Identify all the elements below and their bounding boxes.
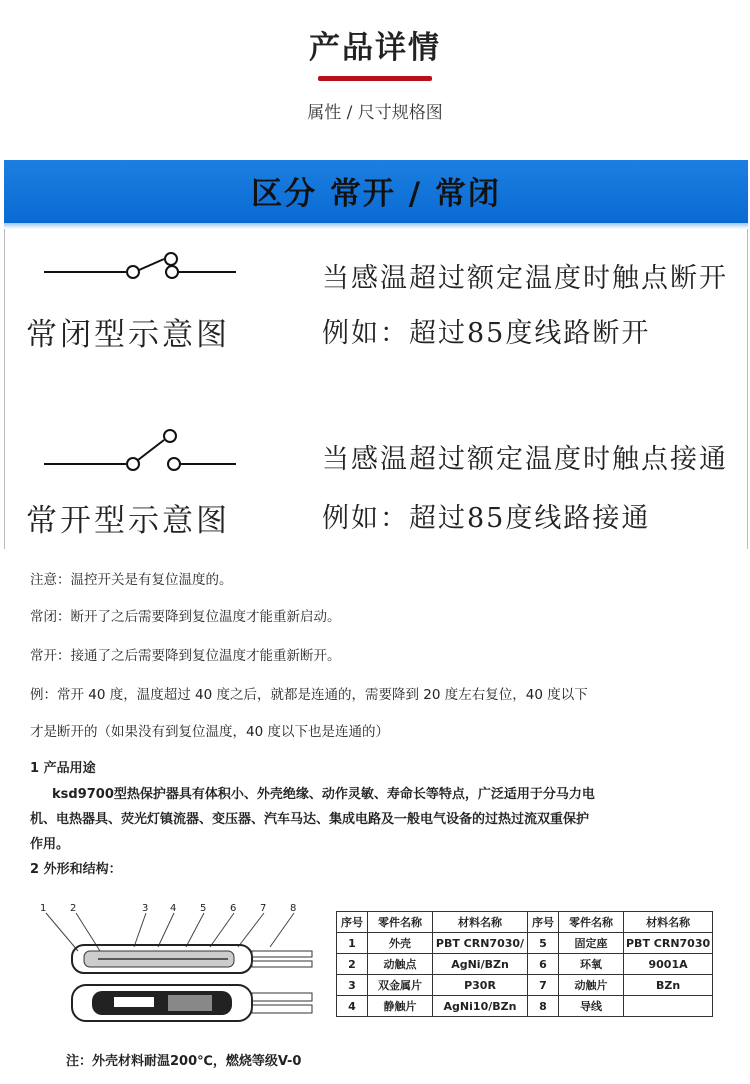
table-row [337, 933, 713, 954]
table-cell: 环氧 [559, 954, 624, 975]
note-line: 注意：温控开关是有复位温度的。 [30, 572, 233, 588]
normally-closed-label: 常闭型示意图 [26, 317, 230, 353]
note-line: 才是断开的（如果没有到复位温度，40 度以下也是连通的） [30, 724, 389, 740]
table-cell: 4 [337, 996, 368, 1017]
table-cell: 双金属片 [368, 975, 433, 996]
normally-closed-switch-icon [40, 252, 240, 282]
parts-table [336, 911, 713, 1017]
table-row [337, 975, 713, 996]
table-cell: 静触片 [368, 996, 433, 1017]
table-cell: 2 [337, 954, 368, 975]
table-cell: 9001A [624, 954, 713, 975]
callout-number: 3 [142, 903, 149, 914]
usage-heading: 1 产品用途 [30, 761, 96, 776]
table-cell: 7 [528, 975, 559, 996]
table-cell: P30R [433, 975, 528, 996]
table-row [337, 996, 713, 1017]
callout-number: 7 [260, 903, 267, 914]
table-cell: PBT CRN7030/ [433, 933, 528, 954]
table-header: 材料名称 [624, 912, 713, 933]
table-header: 序号 [528, 912, 559, 933]
normally-open-switch-icon [40, 428, 240, 472]
structure-heading: 2 外形和结构： [30, 862, 122, 877]
normally-closed-desc-1: 当感温超过额定温度时触点断开 [322, 263, 728, 294]
table-cell: PBT CRN7030 [624, 933, 713, 954]
table-header-row [337, 912, 713, 933]
table-cell: 3 [337, 975, 368, 996]
callout-number: 2 [70, 903, 77, 914]
page-title: 产品详情 [309, 30, 441, 66]
normally-open-desc-1: 当感温超过额定温度时触点接通 [322, 444, 728, 475]
table-cell: 外壳 [368, 933, 433, 954]
table-cell: 5 [528, 933, 559, 954]
normally-open-desc-2: 例如：超过85度线路接通 [322, 503, 651, 534]
table-cell: 动触片 [559, 975, 624, 996]
table-cell: AgNi/BZn [433, 954, 528, 975]
note-line: 常开：接通了之后需要降到复位温度才能重新断开。 [30, 648, 341, 664]
note-line: 常闭：断开了之后需要降到复位温度才能重新启动。 [30, 609, 341, 625]
normally-open-label: 常开型示意图 [26, 503, 230, 539]
table-cell: 固定座 [559, 933, 624, 954]
table-header: 零件名称 [368, 912, 433, 933]
table-row [337, 954, 713, 975]
callout-number: 1 [40, 903, 47, 914]
table-header: 材料名称 [433, 912, 528, 933]
structure-drawing [38, 903, 328, 1033]
callout-number: 8 [290, 903, 297, 914]
footer-note: 注：外壳材料耐温200℃，燃烧等级V-0 [66, 1054, 302, 1069]
callout-number: 5 [200, 903, 207, 914]
note-line: 例：常开 40 度，温度超过 40 度之后，就都是连通的，需要降到 20 度左右复位，40 度以下 [30, 687, 588, 703]
table-cell [624, 996, 713, 1017]
table-cell: 导线 [559, 996, 624, 1017]
thermal-protector-drawing-icon [38, 903, 328, 1033]
usage-text: ksd9700型热保护器具有体积小、外壳绝缘、动作灵敏、寿命长等特点，广泛适用于分马力电 [52, 787, 595, 802]
table-cell: 6 [528, 954, 559, 975]
panel-title: 区分 常开 / 常闭 [251, 176, 501, 212]
table-cell: 8 [528, 996, 559, 1017]
panel-band-shadow [4, 223, 748, 229]
table-cell: 1 [337, 933, 368, 954]
table-cell: 动触点 [368, 954, 433, 975]
table-cell: BZn [624, 975, 713, 996]
usage-text: 机、电热器具、荧光灯镇流器、变压器、汽车马达、集成电路及一般电气设备的过热过流双重保护 [30, 812, 590, 827]
title-underline [318, 76, 432, 81]
table-cell: AgNi10/BZn [433, 996, 528, 1017]
page-subtitle: 属性 / 尺寸规格图 [307, 103, 443, 123]
table-header: 序号 [337, 912, 368, 933]
normally-closed-desc-2: 例如：超过85度线路断开 [322, 318, 651, 349]
table-header: 零件名称 [559, 912, 624, 933]
callout-number: 4 [170, 903, 177, 914]
usage-text: 作用。 [30, 837, 70, 852]
callout-number: 6 [230, 903, 237, 914]
